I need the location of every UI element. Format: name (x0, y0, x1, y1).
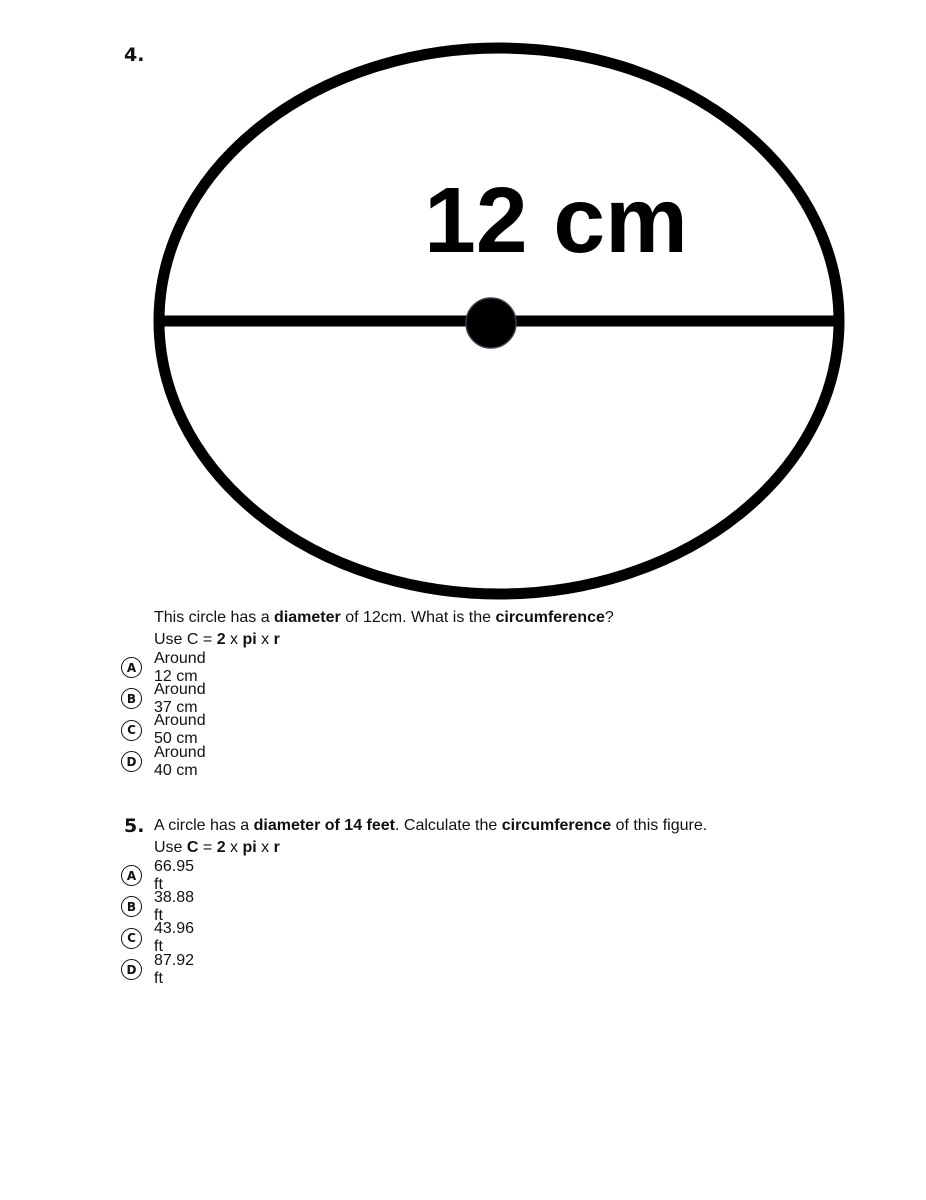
formula-line: Use C = 2 x pi x r (154, 631, 280, 648)
choice-text: 87.92 ft (154, 951, 195, 987)
choice-text: Around 37 cm (154, 680, 206, 716)
center-point (466, 298, 516, 348)
formula-line: Use C = 2 x pi x r (154, 839, 280, 856)
choice-a[interactable] (121, 857, 195, 893)
choice-bubble[interactable]: D (121, 751, 142, 772)
question-stem (154, 815, 707, 859)
question-number: 4. (124, 44, 145, 66)
choice-bubble[interactable]: C (121, 720, 142, 741)
choice-text: Around 12 cm (154, 649, 206, 685)
choice-bubble[interactable]: A (121, 657, 142, 678)
choice-c[interactable] (121, 920, 195, 956)
choice-d[interactable] (121, 951, 195, 987)
question-stem (154, 607, 614, 651)
stem-line: This circle has a diameter of 12cm. What is the circumference? (154, 609, 614, 626)
stem-line: A circle has a diameter of 14 feet. Calculate the circumference of this figure. (154, 817, 708, 834)
answer-choices (121, 857, 195, 987)
choice-bubble[interactable]: D (121, 959, 142, 980)
choice-text: 38.88 ft (154, 888, 195, 924)
choice-text: Around 40 cm (154, 743, 206, 779)
diameter-label: 12 cm (424, 168, 688, 272)
choice-bubble[interactable]: B (121, 688, 142, 709)
question-number: 5. (124, 815, 145, 837)
choice-d[interactable] (121, 743, 206, 779)
choice-bubble[interactable]: B (121, 896, 142, 917)
choice-b[interactable] (121, 680, 206, 716)
choice-text: Around 50 cm (154, 712, 206, 748)
choice-b[interactable] (121, 888, 195, 924)
answer-choices (121, 649, 206, 779)
choice-a[interactable] (121, 649, 206, 685)
choice-text: 66.95 ft (154, 857, 195, 893)
choice-c[interactable] (121, 712, 206, 748)
choice-bubble[interactable]: C (121, 928, 142, 949)
choice-bubble[interactable]: A (121, 865, 142, 886)
choice-text: 43.96 ft (154, 920, 195, 956)
